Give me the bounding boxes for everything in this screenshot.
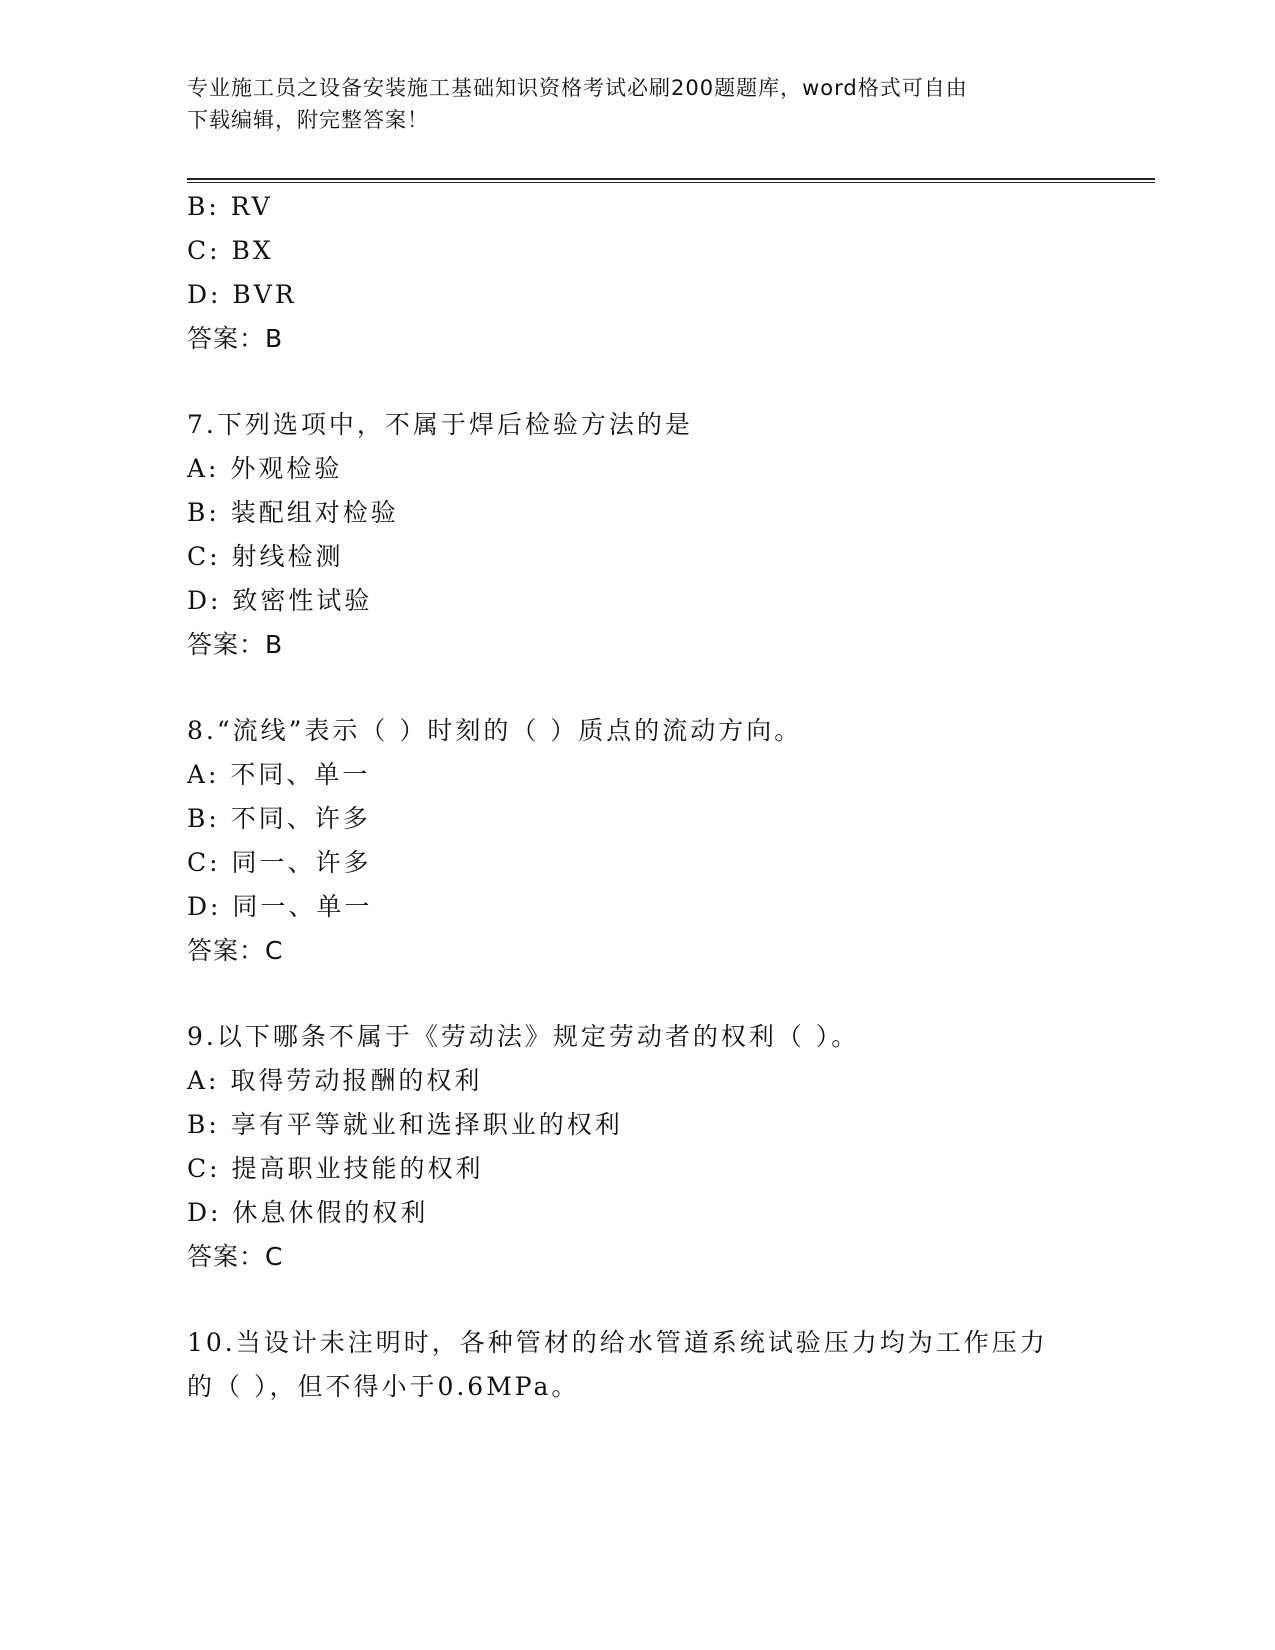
document-header: [187, 72, 1087, 136]
q8-question: 8.“流线”表示（ ）时刻的（ ）质点的流动方向。: [187, 716, 803, 745]
q6-option-b: B: RV: [187, 192, 273, 221]
q9-option-d: D: 休息休假的权利: [187, 1198, 429, 1227]
q6-option-d: D: BVR: [187, 280, 297, 309]
q7-question: 7.下列选项中，不属于焊后检验方法的是: [187, 410, 693, 439]
q6-option-c: C: BX: [187, 236, 274, 265]
q7-option-d: D: 致密性试验: [187, 586, 373, 615]
q7-option-c: C: 射线检测: [187, 542, 344, 571]
q9-option-b: B: 享有平等就业和选择职业的权利: [187, 1110, 623, 1139]
q8-option-d: D: 同一、单一: [187, 892, 373, 921]
q8-option-c: C: 同一、许多: [187, 848, 372, 877]
header-title-line-1: 专业施工员之设备安装施工基础知识资格考试必刷200题题库，word格式可自由: [187, 76, 968, 100]
header-divider: [187, 178, 1155, 183]
q10-question-line-1: 10.当设计未注明时，各种管材的给水管道系统试验压力均为工作压力: [187, 1328, 1048, 1357]
q6-answer: 答案：B: [187, 324, 284, 353]
header-title-line-2: 下载编辑，附完整答案！: [187, 108, 429, 132]
q10-question-line-2: 的（ ），但不得小于0.6MPa。: [187, 1372, 580, 1401]
q9-answer: 答案：C: [187, 1242, 284, 1271]
q9-option-a: A: 取得劳动报酬的权利: [187, 1066, 483, 1095]
q9-option-c: C: 提高职业技能的权利: [187, 1154, 484, 1183]
q7-answer: 答案：B: [187, 630, 284, 659]
q8-option-a: A: 不同、单一: [187, 760, 371, 789]
q8-answer: 答案：C: [187, 936, 284, 965]
q7-option-a: A: 外观检验: [187, 454, 343, 483]
q8-option-b: B: 不同、许多: [187, 804, 371, 833]
q9-question: 9.以下哪条不属于《劳动法》规定劳动者的权利（ ）。: [187, 1022, 860, 1051]
q7-option-b: B: 装配组对检验: [187, 498, 399, 527]
